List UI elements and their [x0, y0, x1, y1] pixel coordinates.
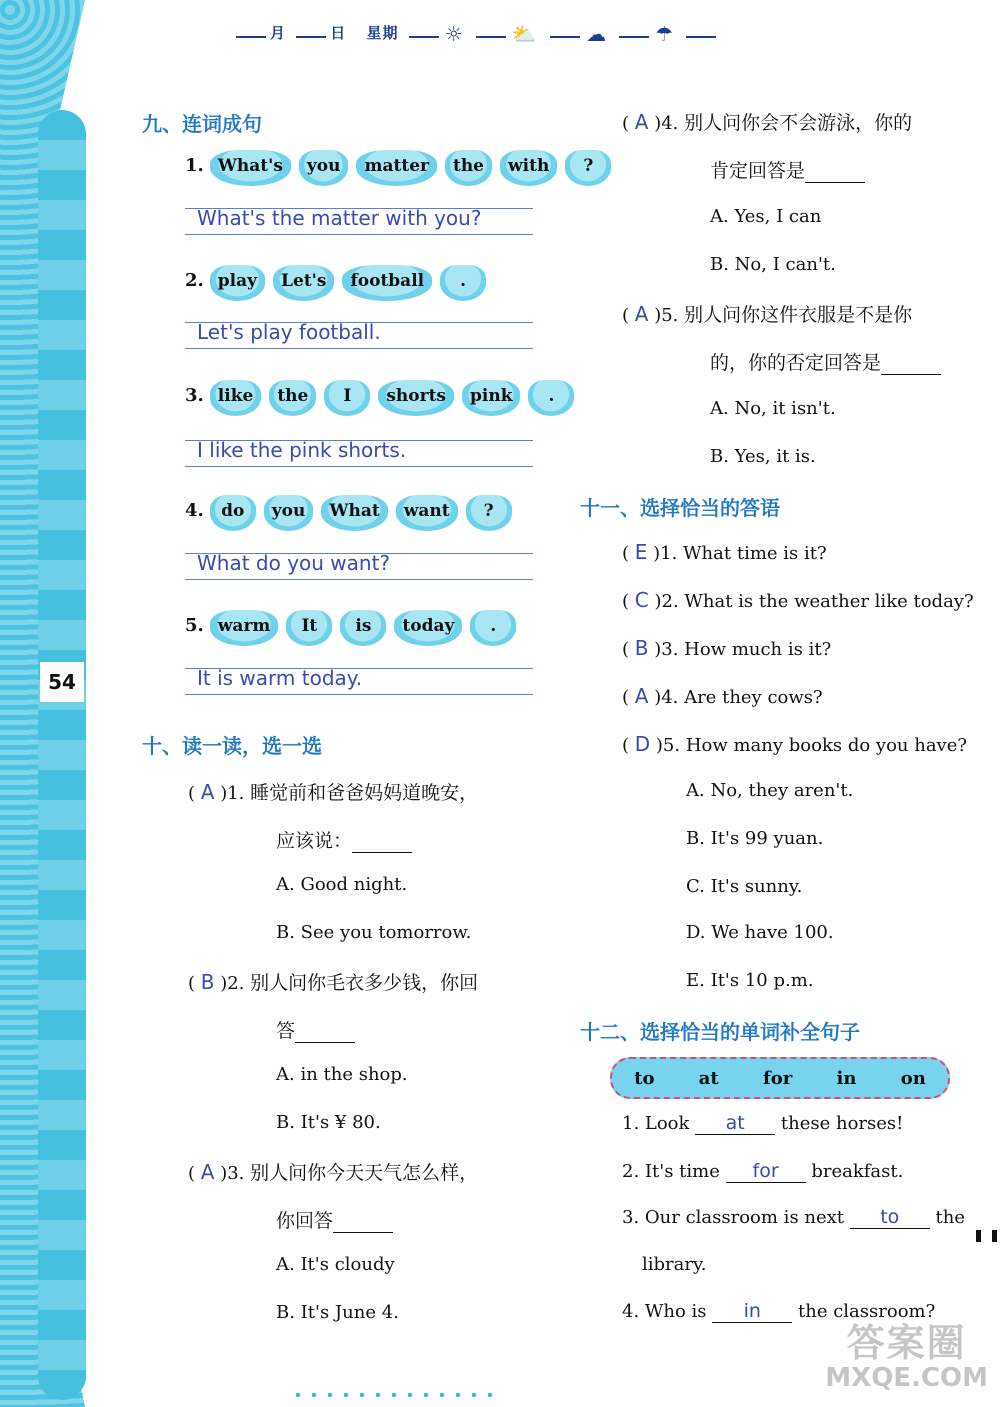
s12-sentence-1: 1. Look at these horses! — [622, 1112, 904, 1134]
s10-q1: ( A )1. 睡觉前和爸爸妈妈道晚安， — [188, 780, 479, 804]
s10-q1-line2: 应该说： — [276, 826, 412, 853]
word-bank-item: at — [698, 1067, 719, 1089]
edge-mark — [976, 1230, 981, 1242]
s11-q1: ( E )1. What time is it? — [622, 540, 827, 564]
s10-q4-option-b: B. No, I can't. — [710, 254, 836, 275]
section-11-title: 十一、选择恰当的答语 — [580, 496, 780, 520]
s12-sentence-4: 4. Who is in the classroom? — [622, 1300, 936, 1322]
s11-option-b: B. It's 99 yuan. — [686, 828, 824, 849]
rainy-icon: ☂ — [655, 22, 675, 46]
s10-q5-option-a: A. No, it isn't. — [710, 398, 836, 419]
s11-q3: ( B )3. How much is it? — [622, 636, 832, 660]
s10-q5-line2: 的，你的否定回答是 — [710, 348, 941, 375]
page-number: 54 — [40, 662, 84, 702]
section-10-title: 十、读一读，选一选 — [142, 734, 322, 758]
s10-q4: ( A )4. 别人问你会不会游泳，你的 — [622, 110, 913, 134]
word-bank-item: to — [634, 1067, 655, 1089]
word-bank-item: on — [900, 1067, 926, 1089]
s11-option-e: E. It's 10 p.m. — [686, 970, 814, 991]
s10-q4-option-a: A. Yes, I can — [710, 206, 822, 227]
s10-q3: ( A )3. 别人问你今天天气怎么样， — [188, 1160, 479, 1184]
s9-q4-answer: What do you want? — [185, 553, 533, 580]
s11-option-d: D. We have 100. — [686, 922, 834, 943]
left-pattern-strip — [38, 110, 86, 1400]
s9-q3-words: 3. like the I shorts pink . — [185, 380, 582, 416]
s9-q4-words: 4. do you What want ? — [185, 495, 520, 531]
month-label: 月 — [270, 24, 287, 42]
s10-q3-option-a: A. It's cloudy — [276, 1254, 395, 1275]
s9-q2-words: 2. play Let's football . — [185, 265, 494, 301]
s10-q3-line2: 你回答 — [276, 1206, 393, 1233]
section-9-title: 九、连词成句 — [142, 112, 262, 136]
s9-q1-answer: What's the matter with you? — [185, 208, 533, 235]
s10-q4-line2: 肯定回答是 — [710, 156, 865, 183]
s9-q2-answer: Let's play football. — [185, 322, 533, 349]
s10-q1-option-a: A. Good night. — [276, 874, 408, 895]
s9-q1-words: 1. What's you matter the with ? — [185, 150, 619, 186]
partly-cloudy-icon: ⛅ — [511, 22, 538, 46]
weekday-label: 星期 — [366, 24, 399, 42]
s11-option-c: C. It's sunny. — [686, 876, 803, 897]
s12-sentence-3-cont: library. — [642, 1254, 707, 1275]
section-12-title: 十二、选择恰当的单词补全句子 — [580, 1020, 860, 1044]
s10-q2-option-a: A. in the shop. — [276, 1064, 408, 1085]
s9-q5-answer: It is warm today. — [185, 668, 533, 695]
s10-q5: ( A )5. 别人问你这件衣服是不是你 — [622, 302, 913, 326]
s9-q3-answer: I like the pink shorts. — [185, 440, 533, 467]
s9-q5-words: 5. warm It is today . — [185, 610, 524, 646]
word-bank-item: for — [763, 1067, 793, 1089]
bottom-dots-decoration — [290, 1392, 500, 1398]
day-label: 日 — [330, 24, 347, 42]
s11-q5: ( D )5. How many books do you have? — [622, 732, 968, 756]
s10-q1-option-b: B. See you tomorrow. — [276, 922, 472, 943]
s11-q2: ( C )2. What is the weather like today? — [622, 588, 974, 612]
sunny-icon: ☼ — [444, 22, 464, 46]
s10-q3-option-b: B. It's June 4. — [276, 1302, 399, 1323]
word-bank — [610, 1057, 950, 1099]
watermark: 答案圈 MXQE.COM — [825, 1320, 988, 1394]
s12-sentence-2: 2. It's time for breakfast. — [622, 1160, 904, 1182]
s10-q2-option-b: B. It's ¥ 80. — [276, 1112, 381, 1133]
s10-q2: ( B )2. 别人问你毛衣多少钱，你回 — [188, 970, 479, 994]
date-header — [232, 22, 720, 46]
s11-option-a: A. No, they aren't. — [686, 780, 854, 801]
s10-q2-line2: 答 — [276, 1016, 355, 1043]
s11-q4: ( A )4. Are they cows? — [622, 684, 823, 708]
s12-sentence-3: 3. Our classroom is next to the — [622, 1206, 965, 1228]
cloudy-icon: ☁ — [586, 22, 608, 46]
s10-q5-option-b: B. Yes, it is. — [710, 446, 816, 467]
word-bank-item: in — [836, 1067, 857, 1089]
edge-mark — [992, 1230, 997, 1242]
